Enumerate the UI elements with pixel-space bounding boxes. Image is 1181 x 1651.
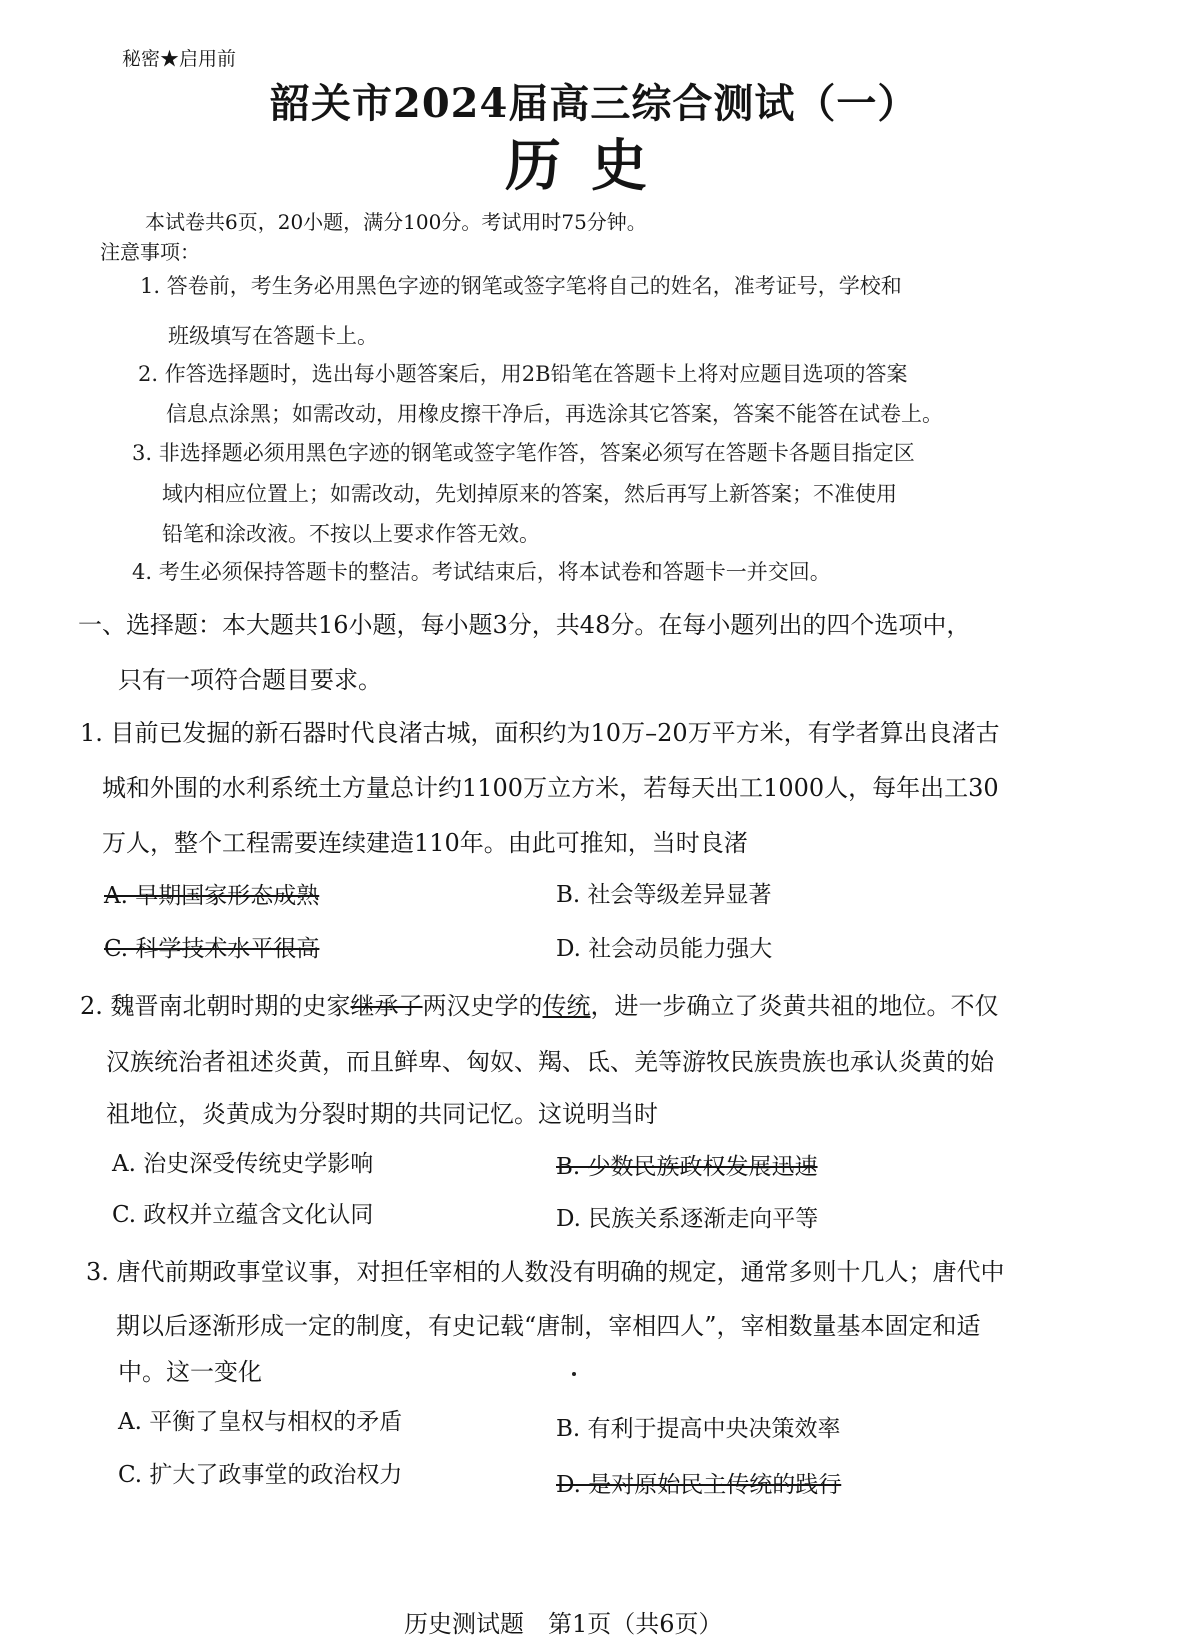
- subject-title: 历史: [505, 133, 677, 199]
- section-heading: 一、选择题：本大题共16小题，每小题3分，共48分。在每小题列出的四个选项中，: [78, 611, 971, 639]
- question-3-option-b: B. 有利于提高中央决策效率: [556, 1416, 841, 1442]
- q2-text: 两汉史学的: [422, 992, 543, 1020]
- question-1-stem: 1. 目前已发掘的新石器时代良渚古城，面积约为10万–20万平方米，有学者算出良渚古: [80, 719, 1000, 747]
- notice-line: 铅笔和涂改液。不按以上要求作答无效。: [162, 522, 540, 546]
- notice-line: 1. 答卷前，考生务必用黑色字迹的钢笔或签字笔将自己的姓名，准考证号，学校和: [140, 274, 902, 298]
- question-3-option-c: C. 扩大了政事堂的政治权力: [118, 1462, 403, 1488]
- question-1-stem: 城和外围的水利系统土方量总计约1100万立方米，若每天出工1000人，每年出工30: [102, 774, 999, 802]
- question-1-stem: 万人，整个工程需要连续建造110年。由此可推知，当时良渚: [102, 829, 748, 857]
- q2-struck-text: 继承了: [350, 992, 423, 1020]
- question-3-option-a: A. 平衡了皇权与相权的矛盾: [118, 1409, 403, 1435]
- stray-mark: [572, 1372, 576, 1376]
- exam-title: 韶关市2024届高三综合测试（一）: [270, 80, 919, 127]
- question-2-option-a: A. 治史深受传统史学影响: [112, 1151, 374, 1177]
- section-heading-cont: 只有一项符合题目要求。: [118, 666, 382, 694]
- question-2-option-c: C. 政权并立蕴含文化认同: [112, 1202, 374, 1228]
- exam-info: 本试卷共6页，20小题，满分100分。考试用时75分钟。: [145, 210, 647, 234]
- notice-line: 班级填写在答题卡上。: [168, 324, 378, 348]
- question-1-option-b: B. 社会等级差异显著: [556, 882, 772, 908]
- page-footer: 历史测试题 第1页（共6页）: [404, 1610, 723, 1638]
- question-3-option-d: D. 是对原始民主传统的践行: [556, 1472, 842, 1498]
- notice-line: 域内相应位置上；如需改动，先划掉原来的答案，然后再写上新答案；不准使用: [162, 482, 897, 506]
- question-2-option-b: B. 少数民族政权发展迅速: [556, 1154, 818, 1180]
- q2-underlined-text: 传统: [542, 992, 591, 1020]
- question-2-stem: 汉族统治者祖述炎黄，而且鲜卑、匈奴、羯、氐、羌等游牧民族贵族也承认炎黄的始: [106, 1048, 994, 1076]
- question-1-option-d: D. 社会动员能力强大: [556, 936, 773, 962]
- question-3-stem: 3. 唐代前期政事堂议事，对担任宰相的人数没有明确的规定，通常多则十几人；唐代中: [86, 1258, 1005, 1286]
- question-2-option-d: D. 民族关系逐渐走向平等: [556, 1206, 819, 1232]
- question-2-stem: 祖地位，炎黄成为分裂时期的共同记忆。这说明当时: [106, 1100, 658, 1128]
- notice-line: 2. 作答选择题时，选出每小题答案后，用2B铅笔在答题卡上将对应题目选项的答案: [138, 362, 908, 386]
- secret-label: 秘密★启用前: [122, 48, 237, 70]
- question-3-stem: 期以后逐渐形成一定的制度，有史记载“唐制，宰相四人”，宰相数量基本固定和适: [116, 1312, 981, 1340]
- notice-heading: 注意事项：: [100, 240, 200, 264]
- q2-text: ，进一步确立了炎黄共祖的地位。不仅: [590, 992, 999, 1020]
- notice-line: 信息点涂黑；如需改动，用橡皮擦干净后，再选涂其它答案，答案不能答在试卷上。: [166, 402, 943, 426]
- notice-line: 4. 考生必须保持答题卡的整洁。考试结束后，将本试卷和答题卡一并交回。: [132, 560, 831, 584]
- notice-line: 3. 非选择题必须用黑色字迹的钢笔或签字笔作答，答案必须写在答题卡各题目指定区: [132, 441, 915, 465]
- question-2-stem: [80, 986, 999, 1021]
- q2-text: 2. 魏晋南北朝时期的史家: [80, 992, 351, 1020]
- question-1-option-a: A. 早期国家形态成熟: [104, 883, 320, 909]
- question-1-option-c: C. 科学技术水平很高: [104, 936, 320, 962]
- question-3-stem: 中。这一变化: [118, 1358, 262, 1386]
